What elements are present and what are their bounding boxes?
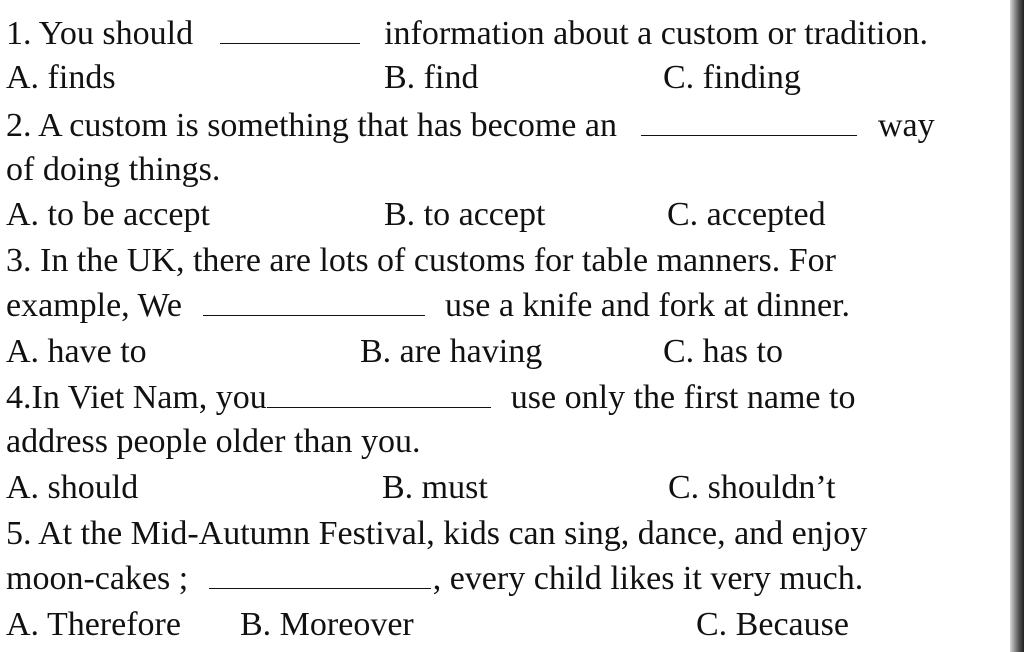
question-5-option-c: C. Because <box>696 606 849 643</box>
question-2-option-c: C. accepted <box>667 196 826 233</box>
page-edge-shadow <box>1010 0 1024 652</box>
question-1-text <box>6 14 928 54</box>
question-5-option-b: B. Moreover <box>240 606 414 643</box>
question-3-option-c: C. has to <box>663 333 783 370</box>
question-3-blank <box>203 289 425 316</box>
question-4-after: use only the first name to <box>510 379 856 416</box>
question-3-before: example, We <box>6 287 183 324</box>
question-5-before: moon-cakes ; <box>6 560 189 597</box>
question-5-line-2 <box>6 559 863 599</box>
question-1-option-a: A. finds <box>6 59 116 96</box>
question-3-after: use a knife and fork at dinner. <box>445 287 851 324</box>
question-2-option-b: B. to accept <box>384 196 546 233</box>
question-1-blank <box>220 17 360 44</box>
question-2-before: 2. A custom is something that has become an <box>6 107 617 144</box>
question-2-blank <box>641 109 857 136</box>
question-3-option-b: B. are having <box>360 333 543 370</box>
question-1-option-c: C. finding <box>663 59 801 96</box>
question-5-blank <box>209 562 431 589</box>
question-1-before: 1. You should <box>6 15 194 52</box>
question-4-line-1 <box>6 378 855 418</box>
question-5-after: , every child likes it very much. <box>432 560 864 597</box>
question-3-line-2 <box>6 286 850 326</box>
question-2-line-2: of doing things. <box>6 151 221 188</box>
question-5-option-a: A. Therefore <box>6 606 181 643</box>
question-3-line-1: 3. In the UK, there are lots of customs for table manners. For <box>6 242 836 279</box>
question-1-option-b: B. find <box>384 59 479 96</box>
question-3-option-a: A. have to <box>6 333 147 370</box>
question-1-after: information about a custom or tradition. <box>384 15 928 52</box>
question-4-option-c: C. shouldn’t <box>668 469 836 506</box>
question-2-text <box>6 106 935 146</box>
question-2-after: way <box>877 107 935 144</box>
question-5-line-1: 5. At the Mid-Autumn Festival, kids can sing, dance, and enjoy <box>6 515 868 552</box>
question-4-before: 4.In Viet Nam, you <box>6 379 267 416</box>
question-2-option-a: A. to be accept <box>6 196 210 233</box>
question-4-option-b: B. must <box>382 469 488 506</box>
question-4-line-2: address people older than you. <box>6 423 421 460</box>
question-4-blank <box>267 381 491 408</box>
question-4-option-a: A. should <box>6 469 139 506</box>
